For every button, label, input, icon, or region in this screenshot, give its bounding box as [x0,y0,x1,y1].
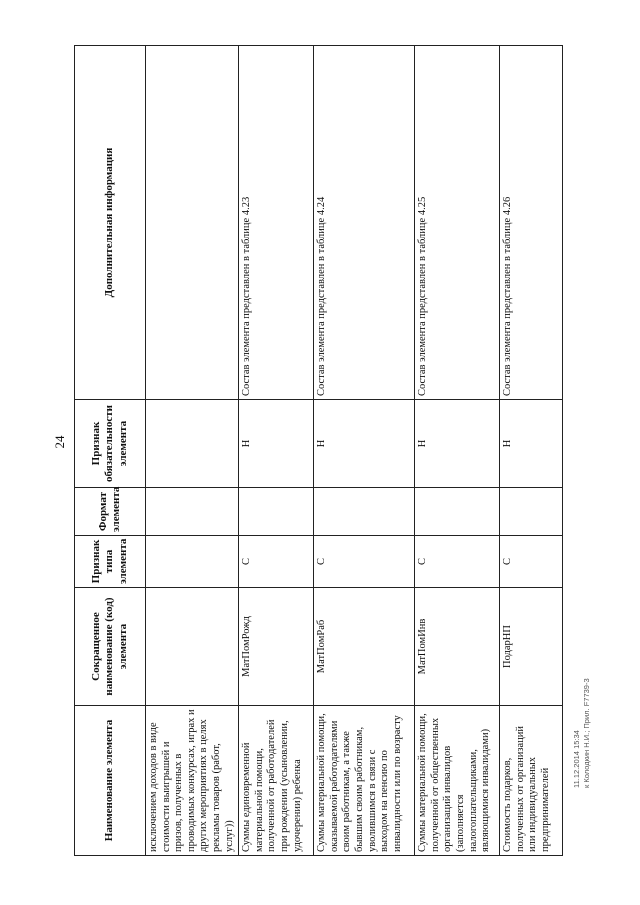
cell-additional-info [146,46,239,400]
rotated-table-region [74,46,568,856]
cell-type-flag: С [500,536,563,588]
table-row [500,46,563,856]
cell-type-flag: С [415,536,500,588]
cell-type-flag [146,536,239,588]
cell-element-name: Стоимость подарков, полученных от организаций или индивидуальных предпринимателей [500,706,563,856]
table-header-row [75,46,146,856]
cell-type-flag: С [239,536,314,588]
table-row [239,46,314,856]
cell-format [146,488,239,536]
rotated-table-canvas [74,46,568,856]
stamp-line-datetime: 11.12.2014 15:34 [572,730,581,788]
stamp-line-author: к Колодкин Н.И.; Прил. F7739-3 [582,678,591,788]
table-row [415,46,500,856]
document-stamp [570,678,610,790]
table-row [314,46,415,856]
elements-table [74,45,563,856]
cell-element-name: Суммы материальной помощи, полученной от общественных организаций инвалидов (заполняется налогоплательщиками, являющимися инвалидами) [415,706,500,856]
header-element-name: Наименование элемента [75,706,146,856]
cell-mandatory-flag: Н [239,400,314,488]
cell-mandatory-flag: Н [314,400,415,488]
cell-short-name: МатПомРаб [314,588,415,706]
cell-additional-info: Состав элемента представлен в таблице 4.23 [239,46,314,400]
page-number: 24 [52,435,67,449]
cell-type-flag: С [314,536,415,588]
cell-short-name [146,588,239,706]
header-mandatory-flag: Признак обязательности элемента [75,400,146,488]
cell-mandatory-flag [146,400,239,488]
cell-format [239,488,314,536]
cell-additional-info: Состав элемента представлен в таблице 4.24 [314,46,415,400]
cell-element-name: Суммы материальной помощи, оказываемой работодателями своим работникам, а также бывшим своим работникам, уволившимся в связи с выходом на пенсию по инвалидности или по возрасту [314,706,415,856]
cell-element-name: Суммы единовременной материальной помощи, полученной от работодателей при рождении (усыновлении, удочерении) ребенка [239,706,314,856]
cell-mandatory-flag: Н [500,400,563,488]
header-short-name: Сокращенное наименование (код) элемента [75,588,146,706]
cell-format [415,488,500,536]
table-row [146,46,239,856]
cell-element-name: исключением доходов в виде стоимости выигрышей и призов, полученных в проводимых конкурсах, играх и других мероприятиях в целях рекламы товаров (работ, услуг)) [146,706,239,856]
cell-format [314,488,415,536]
cell-short-name: МатПомРожд [239,588,314,706]
cell-mandatory-flag: Н [415,400,500,488]
cell-short-name: МатПомИнв [415,588,500,706]
header-additional-info: Дополнительная информация [75,46,146,400]
cell-additional-info: Состав элемента представлен в таблице 4.25 [415,46,500,400]
cell-short-name: ПодарНП [500,588,563,706]
cell-format [500,488,563,536]
header-type-flag: Признак типа элемента [75,536,146,588]
header-format: Формат элемента [75,488,146,536]
cell-additional-info: Состав элемента представлен в таблице 4.26 [500,46,563,400]
